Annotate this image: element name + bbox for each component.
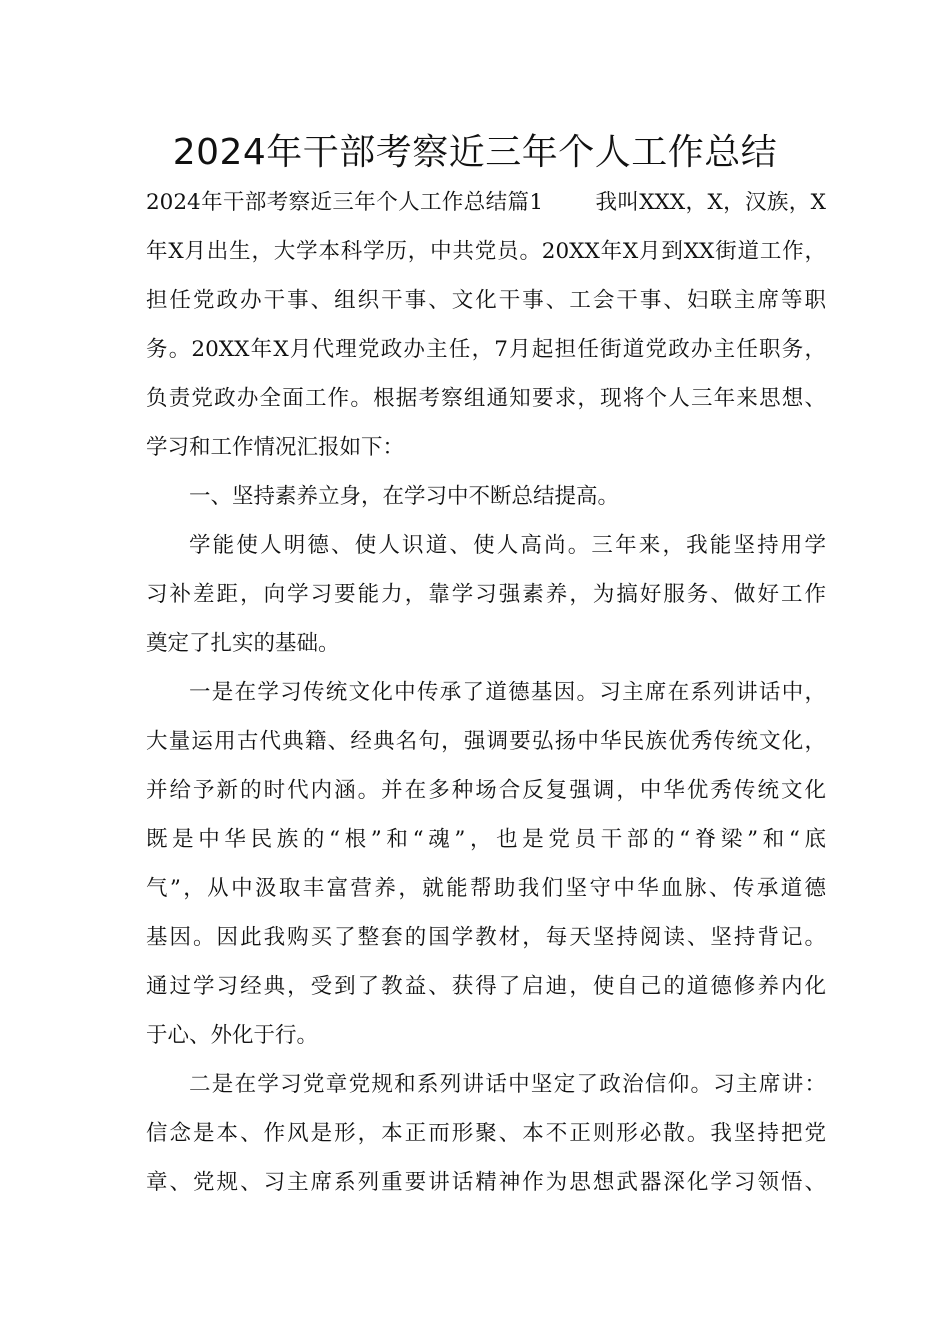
text-line: 学习和工作情况汇报如下： xyxy=(146,435,405,460)
text-line: 习补差距，向学习要能力，靠学习强素养，为搞好服务、做好工作 xyxy=(146,582,826,607)
text-line: 于心、外化于行。 xyxy=(146,1023,319,1048)
text-line xyxy=(146,178,826,227)
text-line: 一是在学习传统文化中传承了道德基因。习主席在系列讲话中， xyxy=(189,680,826,705)
text-line: 气”，从中汲取丰富营养，就能帮助我们坚守中华血脉、传承道德 xyxy=(146,876,826,901)
text-line: 章、党规、习主席系列重要讲话精神作为思想武器深化学习领悟、 xyxy=(146,1170,826,1195)
text-line: 通过学习经典，受到了教益、获得了启迪，使自己的道德修养内化 xyxy=(146,974,826,999)
text-line: 年X月出生，大学本科学历，中共党员。20XX年X月到XX街道工作， xyxy=(146,239,826,264)
intro-text: 我叫XXX，X，汉族，X xyxy=(595,190,826,215)
text-line: 学能使人明德、使人识道、使人高尚。三年来，我能坚持用学 xyxy=(189,533,826,558)
section-heading: 一、坚持素养立身，在学习中不断总结提高。 xyxy=(189,484,620,509)
text-line: 大量运用古代典籍、经典名句，强调要弘扬中华民族优秀传统文化， xyxy=(146,729,826,754)
document-title: 2024年干部考察近三年个人工作总结 xyxy=(172,132,778,173)
text-line: 负责党政办全面工作。根据考察组通知要求，现将个人三年来思想、 xyxy=(146,386,826,411)
text-line: 基因。因此我购买了整套的国学教材，每天坚持阅读、坚持背记。 xyxy=(146,925,826,950)
text-line: 既是中华民族的“根”和“魂”，也是党员干部的“脊梁”和“底 xyxy=(146,827,826,852)
text-line: 奠定了扎实的基础。 xyxy=(146,631,340,656)
document-body xyxy=(146,178,826,1207)
subtitle-text: 2024年干部考察近三年个人工作总结篇1 xyxy=(146,190,544,215)
text-line: 担任党政办干事、组织干事、文化干事、工会干事、妇联主席等职 xyxy=(146,288,826,313)
text-line: 信念是本、作风是形，本正而形聚、本不正则形必散。我坚持把党 xyxy=(146,1121,826,1146)
text-line: 务。20XX年X月代理党政办主任，7月起担任街道党政办主任职务， xyxy=(146,337,826,362)
text-line: 并给予新的时代内涵。并在多种场合反复强调，中华优秀传统文化 xyxy=(146,778,826,803)
text-line: 二是在学习党章党规和系列讲话中坚定了政治信仰。习主席讲： xyxy=(189,1072,826,1097)
